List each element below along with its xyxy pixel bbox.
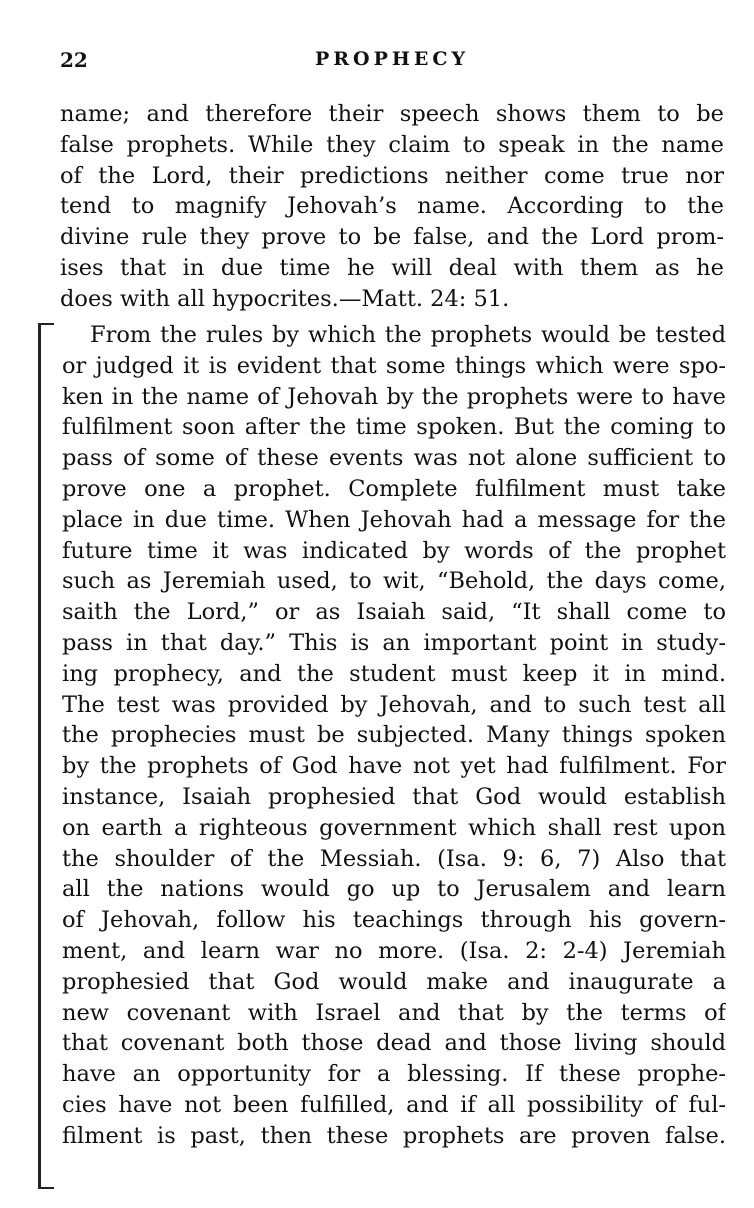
running-title: PROPHECY (314, 48, 470, 70)
text-line: or judged it is evident that some things which were spo- (62, 352, 726, 379)
text-line: does with all hypocrites.—Matt. 24: 51. (60, 285, 510, 312)
paragraph-2 (62, 320, 726, 1152)
text-line: pass of some of these events was not alone sufficient to (62, 445, 726, 472)
text-line: divine rule they prove to be false, and the Lord prom- (60, 224, 724, 251)
page-header (60, 46, 724, 76)
text-line: prove one a prophet. Complete fulfilment must take (62, 475, 726, 502)
text-line: that covenant both those dead and those living should (62, 1030, 726, 1057)
text-line: on earth a righteous government which shall rest upon (62, 814, 726, 841)
text-line: cies have not been fulfilled, and if all possibility of ful- (62, 1091, 726, 1118)
text-line: the prophecies must be subjected. Many things spoken (62, 722, 726, 749)
text-line: ment, and learn war no more. (Isa. 2: 2-4) Jeremiah (62, 937, 726, 964)
page-number: 22 (60, 48, 88, 72)
text-line: future time it was indicated by words of the prophet (62, 537, 726, 564)
paragraph-1 (60, 99, 724, 315)
text-line: ing prophecy, and the student must keep it in mind. (62, 660, 726, 687)
text-line: tend to magnify Jehovah’s name. According to the (60, 193, 724, 220)
text-line: of Jehovah, follow his teachings through his govern- (62, 907, 726, 934)
text-line: by the prophets of God have not yet had fulfilment. For (62, 753, 726, 780)
text-line: the shoulder of the Messiah. (Isa. 9: 6, 7) Also that (62, 845, 726, 872)
text-line: name; and therefore their speech shows them to be (60, 101, 724, 127)
text-line: pass in that day.” This is an important point in study- (62, 629, 726, 656)
text-line: all the nations would go up to Jerusalem and learn (62, 876, 726, 903)
text-line: instance, Isaiah prophesied that God would establish (62, 783, 726, 810)
text-line: false prophets. While they claim to speak in the name (60, 131, 724, 158)
text-line: such as Jeremiah used, to wit, “Behold, the days come, (62, 568, 726, 595)
text-line: place in due time. When Jehovah had a message for the (62, 506, 726, 533)
margin-bracket (38, 323, 54, 1189)
text-line: filment is past, then these prophets are proven false. (62, 1122, 726, 1149)
text-line: ken in the name of Jehovah by the prophets were to have (62, 383, 726, 410)
text-line: have an opportunity for a blessing. If these prophe- (62, 1061, 726, 1088)
text-line: The test was provided by Jehovah, and to such test all (62, 691, 726, 718)
text-line: saith the Lord,” or as Isaiah said, “It shall come to (62, 599, 726, 626)
text-line: ises that in due time he will deal with them as he (60, 254, 724, 281)
text-line: From the rules by which the prophets would be tested (90, 322, 726, 348)
text-line: fulfilment soon after the time spoken. But the coming to (62, 414, 726, 441)
text-line: new covenant with Israel and that by the terms of (62, 999, 726, 1026)
text-line: prophesied that God would make and inaugurate a (62, 968, 726, 995)
text-line: of the Lord, their predictions neither come true nor (60, 162, 724, 189)
